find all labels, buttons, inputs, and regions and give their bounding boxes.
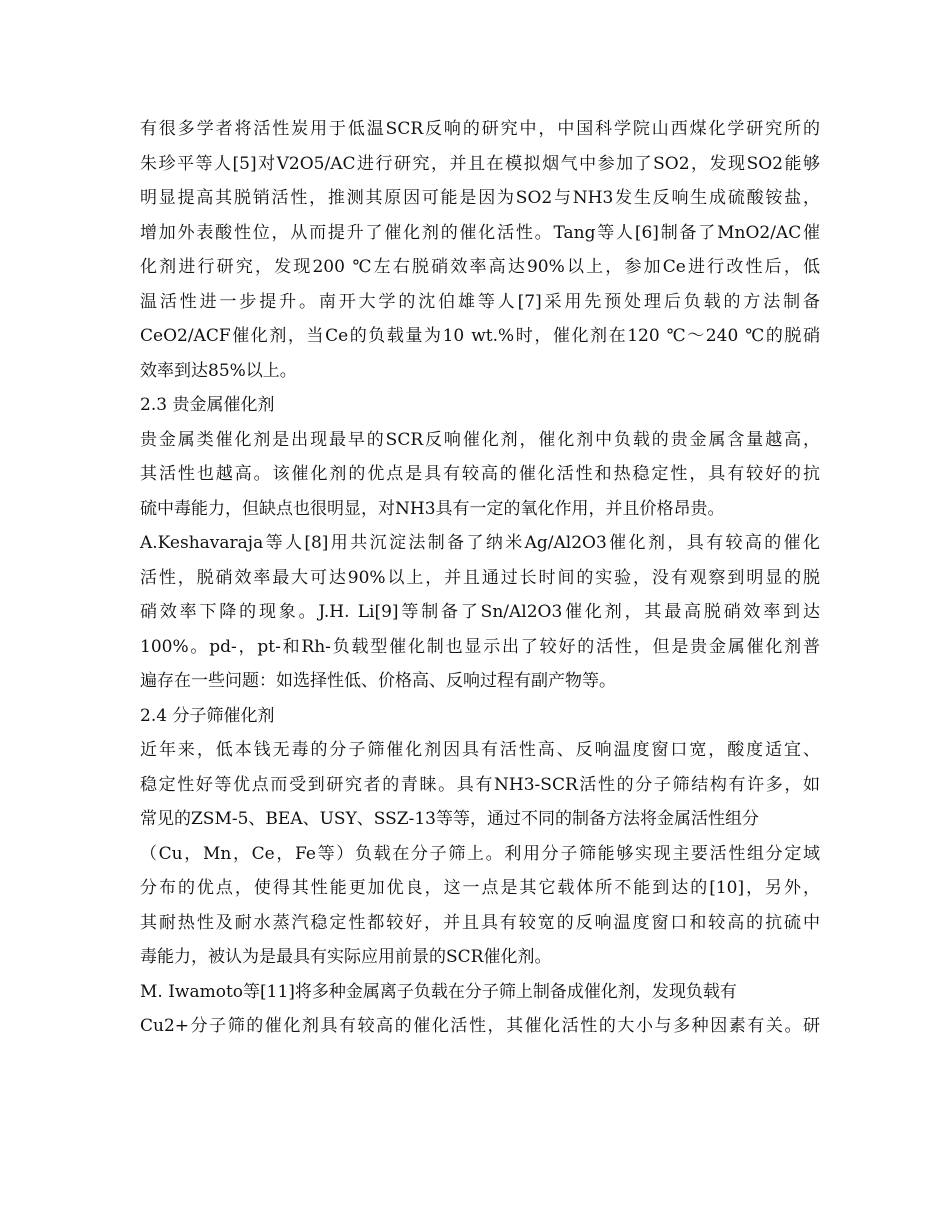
paragraph-line: 增加外表酸性位，从而提升了催化剂的催化活性。Tang等人[6]制备了MnO2/AC催 <box>140 222 820 243</box>
paragraph-line: 分布的优点，使得其性能更加优良，这一点是其它载体所不能到达的[10]，另外， <box>140 878 820 898</box>
paragraph-line: 化剂进行研究，发现200 ℃左右脱硝效率高达90%以上，参加Ce进行改性后，低 <box>140 257 820 277</box>
paragraph-line: Cu2+分子筛的催化剂具有较高的催化活性，其催化活性的大小与多种因素有关。研 <box>140 1016 820 1036</box>
paragraph-line: 稳定性好等优点而受到研究者的青睐。具有NH3-SCR活性的分子筛结构有许多，如 <box>140 774 820 795</box>
section-heading: 2.3 贵金属催化剂 <box>140 395 275 415</box>
paragraph-line: 活性，脱硝效率最大可达90%以上，并且通过长时间的实验，没有观察到明显的脱 <box>140 567 820 588</box>
paragraph-line: 朱珍平等人[5]对V2O5/AC进行研究，并且在模拟烟气中参加了SO2，发现SO2能够 <box>140 153 820 174</box>
paragraph-line: 温活性进一步提升。南开大学的沈伯雄等人[7]采用先预处理后负载的方法制备 <box>140 291 820 312</box>
paragraph-line: 有很多学者将活性炭用于低温SCR反响的研究中，中国科学院山西煤化学研究所的 <box>140 119 820 139</box>
paragraph-line: 明显提高其脱销活性，推测其原因可能是因为SO2与NH3发生反响生成硫酸铵盐， <box>140 188 820 208</box>
paragraph-line: 其活性也越高。该催化剂的优点是具有较高的催化活性和热稳定性，具有较好的抗 <box>140 464 820 484</box>
paragraph-line: 近年来，低本钱无毒的分子筛催化剂因具有活性高、反响温度窗口宽，酸度适宜、 <box>140 740 820 760</box>
paragraph-line: 常见的ZSM-5、BEA、USY、SSZ-13等等，通过不同的制备方法将金属活性组分 <box>140 809 759 829</box>
paragraph-line: CeO2/ACF催化剂，当Ce的负载量为10 wt.%时，催化剂在120 ℃～240 ℃的脱硝 <box>140 326 820 346</box>
paragraph-line: 硫中毒能力，但缺点也很明显，对NH3具有一定的氧化作用，并且价格昂贵。 <box>140 498 725 519</box>
section-heading: 2.4 分子筛催化剂 <box>140 705 275 726</box>
paragraph-line: 其耐热性及耐水蒸汽稳定性都较好，并且具有较宽的反响温度窗口和较高的抗硫中 <box>140 912 820 933</box>
paragraph-line: 效率到达85%以上。 <box>140 360 297 381</box>
paragraph-line: 硝效率下降的现象。J.H. Li[9]等制备了Sn/Al2O3催化剂，其最高脱硝效率到达 <box>140 602 820 622</box>
paragraph-line: M. Iwamoto等[11]将多种金属离子负载在分子筛上制备成催化剂，发现负载有 <box>140 981 737 1002</box>
paragraph-line: （Cu，Mn，Ce，Fe等）负载在分子筛上。利用分子筛能够实现主要活性组分定域 <box>140 843 820 864</box>
document-page <box>140 112 820 1044</box>
paragraph-line: 贵金属类催化剂是出现最早的SCR反响催化剂，催化剂中负载的贵金属含量越高， <box>140 429 820 450</box>
paragraph-line: A.Keshavaraja等人[8]用共沉淀法制备了纳米Ag/Al2O3催化剂，具有较高的催化 <box>140 533 820 553</box>
paragraph-line: 毒能力，被认为是最具有实际应用前景的SCR催化剂。 <box>140 947 552 967</box>
paragraph-line: 100%。pd-，pt-和Rh-负载型催化制也显示出了较好的活性，但是贵金属催化剂普 <box>140 636 820 657</box>
paragraph-line: 遍存在一些问题：如选择性低、价格高、反响过程有副产物等。 <box>140 671 616 691</box>
